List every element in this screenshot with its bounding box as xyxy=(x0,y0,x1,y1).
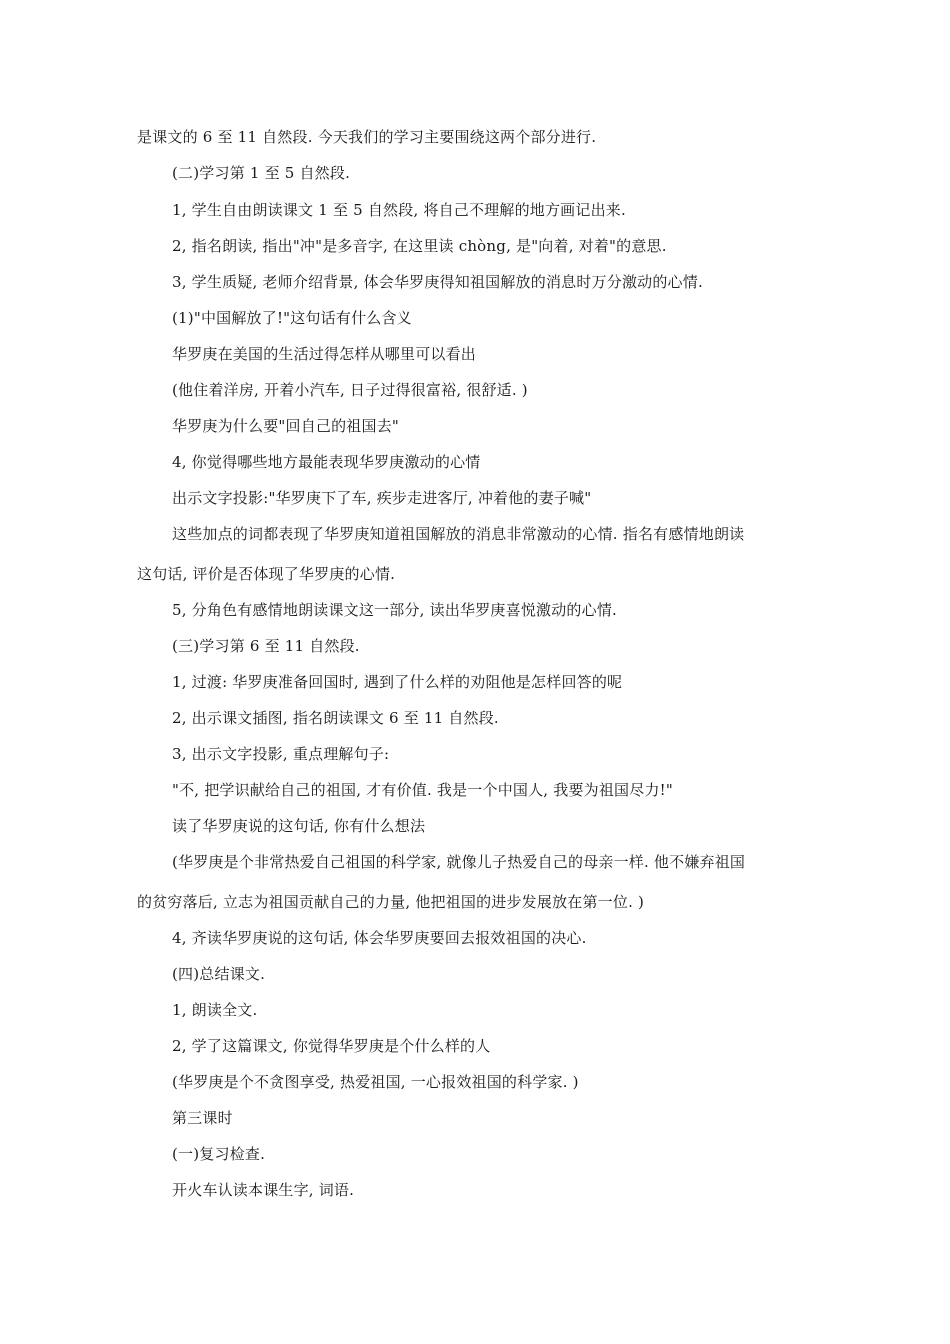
text-line: 的贫穷落后, 立志为祖国贡献自己的力量, 他把祖国的进步发展放在第一位. ) xyxy=(137,893,645,911)
text-line: (华罗庚是个非常热爱自己祖国的科学家, 就像儿子热爱自己的母亲一样. 他不嫌弃祖国 xyxy=(172,853,746,871)
text-line: 4, 齐读华罗庚说的这句话, 体会华罗庚要回去报效祖国的决心. xyxy=(172,929,587,947)
text-line: 5, 分角色有感情地朗读课文这一部分, 读出华罗庚喜悦激动的心情. xyxy=(172,601,617,619)
text-line: 华罗庚在美国的生活过得怎样从哪里可以看出 xyxy=(172,345,477,363)
lesson-heading: 第三课时 xyxy=(172,1109,233,1127)
section-heading: (三)学习第 6 至 11 自然段. xyxy=(172,637,360,655)
section-heading: (二)学习第 1 至 5 自然段. xyxy=(172,164,351,182)
text-line: 3, 学生质疑, 老师介绍背景, 体会华罗庚得知祖国解放的消息时万分激动的心情. xyxy=(172,273,703,291)
text-line: 2, 出示课文插图, 指名朗读课文 6 至 11 自然段. xyxy=(172,709,499,727)
quote-line: "不, 把学识献给自己的祖国, 才有价值. 我是一个中国人, 我要为祖国尽力!" xyxy=(172,781,673,799)
text-line: 1, 朗读全文. xyxy=(172,1001,258,1019)
section-heading: (四)总结课文. xyxy=(172,965,266,983)
text-line: (他住着洋房, 开着小汽车, 日子过得很富裕, 很舒适. ) xyxy=(172,381,528,399)
text-line: 读了华罗庚说的这句话, 你有什么想法 xyxy=(172,817,426,835)
text-line: (华罗庚是个不贪图享受, 热爱祖国, 一心报效祖国的科学家. ) xyxy=(172,1073,579,1091)
text-line: 出示文字投影:"华罗庚下了车, 疾步走进客厅, 冲着他的妻子喊" xyxy=(172,489,592,507)
text-line: 华罗庚为什么要"回自己的祖国去" xyxy=(172,417,400,435)
text-line: 1, 过渡: 华罗庚准备回国时, 遇到了什么样的劝阻他是怎样回答的呢 xyxy=(172,673,623,691)
text-line: 是课文的 6 至 11 自然段. 今天我们的学习主要围绕这两个部分进行. xyxy=(137,128,597,146)
text-line: 这句话, 评价是否体现了华罗庚的心情. xyxy=(137,565,396,583)
text-line: 这些加点的词都表现了华罗庚知道祖国解放的消息非常激动的心情. 指名有感情地朗读 xyxy=(172,525,745,543)
text-line: 3, 出示文字投影, 重点理解句子: xyxy=(172,745,390,763)
text-line: 2, 指名朗读, 指出"冲"是多音字, 在这里读 chòng, 是"向着, 对着"的意思. xyxy=(172,237,667,255)
text-line: (1)"中国解放了!"这句话有什么含义 xyxy=(172,309,412,327)
section-heading: (一)复习检查. xyxy=(172,1145,266,1163)
text-line: 开火车认读本课生字, 词语. xyxy=(172,1181,355,1199)
text-line: 1, 学生自由朗读课文 1 至 5 自然段, 将自己不理解的地方画记出来. xyxy=(172,201,626,219)
text-line: 4, 你觉得哪些地方最能表现华罗庚激动的心情 xyxy=(172,453,481,471)
text-line: 2, 学了这篇课文, 你觉得华罗庚是个什么样的人 xyxy=(172,1037,491,1055)
